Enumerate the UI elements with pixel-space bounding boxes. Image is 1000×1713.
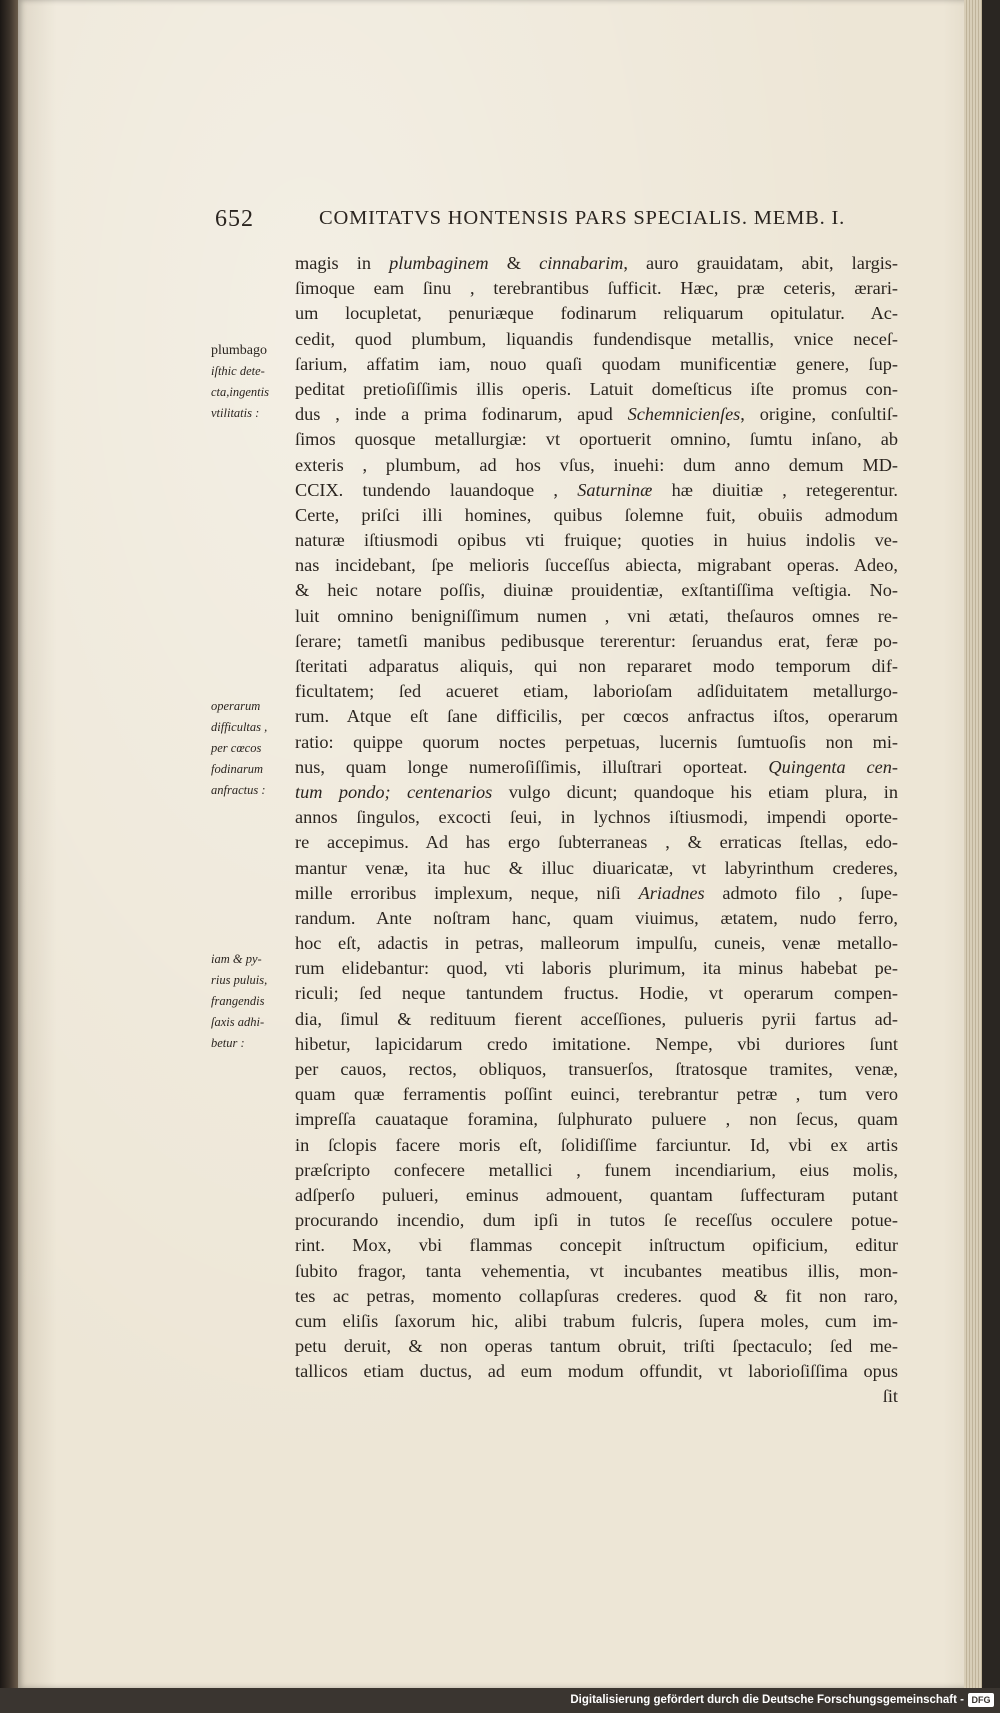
text-segment: , origine, conſultiſ- — [740, 404, 898, 425]
text-segment: cedit, quod plumbum, liquandis fundendisque metallis, vnice neceſ- — [295, 328, 898, 349]
italic-term: Ariadnes — [638, 882, 705, 903]
text-line — [295, 704, 898, 729]
marginal-note-line: rius puluis, — [211, 973, 268, 987]
text-line — [295, 327, 898, 352]
text-line — [295, 906, 898, 931]
text-segment: exteris , plumbum, ad hos vſus, inuehi: dum anno demum MD- — [295, 454, 898, 475]
text-segment: , auro grauidatam, abit, largis- — [623, 253, 898, 273]
marginal-note-line: cta,ingentis — [211, 385, 269, 399]
text-line — [295, 931, 898, 956]
page-stack-edges — [964, 0, 982, 1688]
text-segment: in ſclopis facere moris eſt, ſolidiſſime farciuntur. Id, vbi ex artis — [295, 1134, 898, 1155]
text-line — [295, 856, 898, 881]
page-number: 652 — [215, 206, 254, 232]
text-segment: annos ſingulos, excocti ſeui, in lychnos iſtiusmodi, impendi oporte- — [295, 807, 898, 828]
text-line — [295, 1082, 898, 1107]
text-line — [295, 981, 898, 1006]
text-line — [295, 956, 898, 981]
text-segment: re accepimus. Ad has ergo ſubterraneas , & erraticas ſtellas, edo- — [295, 832, 898, 853]
marginal-note-line: frangendis — [211, 994, 265, 1008]
text-line — [295, 1233, 898, 1258]
text-line — [295, 503, 898, 528]
text-segment: mantur venæ, ita huc & illuc diuaricatæ, vt labyrinthum crederes, — [295, 857, 898, 878]
text-line — [295, 629, 898, 654]
italic-term: Saturninæ — [577, 479, 653, 500]
text-segment: impreſſa cauataque foramina, ſulphurato puluere , non ſecus, quam — [295, 1109, 898, 1130]
text-segment: hibetur, lapicidarum credo imitatione. Nempe, vbi duriores ſunt — [295, 1033, 898, 1054]
text-segment: admoto filo , ſupe- — [704, 882, 898, 903]
text-segment: & — [488, 253, 540, 273]
text-line — [295, 881, 898, 906]
text-segment: ſit — [882, 1386, 898, 1407]
text-line — [295, 679, 898, 704]
marginal-note-line: iſthic dete- — [211, 364, 265, 378]
text-line — [295, 730, 898, 755]
text-segment: nas incidebant, ſpe melioris ſucceſſus abiecta, migrabant operas. Adeo, — [295, 555, 898, 576]
text-segment: dus , inde a prima fodinarum, apud — [295, 404, 628, 425]
text-line — [295, 805, 898, 830]
text-segment: luit omnino benigniſſimum numen , vni ætati, theſauros omnes re- — [295, 605, 898, 626]
text-line — [295, 1259, 898, 1284]
text-segment: rint. Mox, vbi flammas concepit inſtructum opificium, editur — [295, 1235, 898, 1256]
text-segment: rum elidebantur: quod, vti laboris plurimum, ita minus habebat pe- — [295, 958, 898, 979]
marginal-note-line: per cœcos — [211, 741, 262, 755]
text-segment: ficultatem; ſed acueret etiam, laborioſam adſiduitatem metallurgo- — [295, 681, 898, 702]
text-line — [295, 1158, 898, 1183]
text-segment: quam quæ ferramentis poſſint euinci, terebrantur petræ , tum vero — [295, 1084, 898, 1105]
text-segment: tallicos etiam ductus, ad eum modum offundit, vt laborioſiſſima opus — [295, 1361, 898, 1382]
text-line — [295, 1359, 898, 1384]
text-line — [295, 427, 898, 452]
marginal-note-pyrius-puluis — [211, 949, 293, 1054]
text-segment: vulgo dicunt; quandoque his etiam plura, in — [492, 781, 898, 802]
text-segment: mille erroribus implexum, neque, niſi — [295, 882, 639, 903]
italic-term: Schemnicienſes — [627, 404, 741, 425]
text-segment: randum. Ante noſtram hanc, quam viuimus, ætatem, nudo ferro, — [295, 907, 898, 928]
marginal-note-line: betur : — [211, 1036, 245, 1050]
text-line — [295, 301, 898, 326]
italic-term: plumbaginem — [389, 253, 489, 273]
text-segment: rum. Atque eſt ſane difficilis, per cœcos anfractus iſtos, operarum — [295, 706, 898, 727]
marginal-note-plumbago — [211, 340, 293, 424]
marginal-note-line: operarum — [211, 699, 261, 713]
italic-term: tum pondo; centenarios — [295, 781, 493, 802]
text-line — [295, 402, 898, 427]
running-head — [215, 206, 885, 240]
text-line — [295, 1133, 898, 1158]
text-segment: tes ac petras, momento collapſuras crederes. quod & fit non raro, — [295, 1285, 898, 1306]
text-segment: ſimos quosque metallurgiæ: vt oportuerit omnino, ſumtu inſano, ab — [295, 429, 898, 450]
text-line — [295, 377, 898, 402]
text-line — [295, 1284, 898, 1309]
text-line — [295, 830, 898, 855]
italic-term: Quingenta cen- — [768, 756, 898, 777]
marginal-note-line: vtilitatis : — [211, 406, 260, 420]
text-segment: CCIX. tundendo lauandoque , — [295, 479, 578, 500]
text-segment: naturæ iſtiusmodi opibus vti fruique; quoties in huius indolis ve- — [295, 530, 898, 551]
text-line — [295, 1032, 898, 1057]
marginal-note-line: anfractus : — [211, 783, 266, 797]
text-line — [295, 1309, 898, 1334]
text-segment: & heic notare poſſis, diuinæ prouidentiæ, exſtantiſſima veſtigia. No- — [295, 580, 898, 601]
main-text-block — [295, 251, 898, 1410]
text-segment: cum eliſis ſaxorum hic, alibi trabum fulcris, ſupera moles, cum im- — [295, 1310, 898, 1331]
italic-term: cinnabarim — [539, 253, 624, 273]
text-line — [295, 654, 898, 679]
text-segment: ſarium, affatim iam, nouo quaſi quodam munificentiæ genere, ſup- — [295, 353, 898, 374]
text-line — [295, 1057, 898, 1082]
text-segment: adſperſo pulueri, eminus admouent, quantam ſuffecturam putant — [295, 1184, 898, 1205]
marginal-note-line: plumbago — [211, 343, 267, 358]
text-line — [295, 453, 898, 478]
text-line — [295, 251, 898, 276]
text-line — [295, 780, 898, 805]
text-segment: riculi; ſed neque tantundem fructus. Hodie, vt operarum compen- — [295, 983, 898, 1004]
text-segment: magis in — [295, 253, 390, 273]
text-segment: per cauos, rectos, obliquos, transuerſos, ſtratosque tramites, venæ, — [295, 1059, 898, 1079]
text-segment: dia, ſimul & redituum fierent acceſſiones, pulueris pyrii fartus ad- — [295, 1008, 898, 1029]
text-segment: petu deruit, & non operas tantum obruit, triſti ſpectaculo; ſed me- — [295, 1336, 898, 1357]
text-line — [295, 604, 898, 629]
text-segment: ratio: quippe quorum noctes perpetuas, lucernis ſumtuoſis non mi- — [295, 731, 898, 752]
text-segment: procurando incendio, dum ipſi in tutos ſe receſſus occulere potue- — [295, 1210, 898, 1231]
text-segment: um locupletat, penuriæque fodinarum reliquarum opitulatur. Ac- — [295, 303, 898, 324]
marginal-note-operarum — [211, 696, 293, 801]
text-segment: hoc eſt, adactis in petras, malleorum impulſu, cuneis, venæ metallo- — [295, 933, 898, 954]
text-segment: hæ diuitiæ , retegerentur. — [652, 479, 899, 500]
dfg-logo-icon: DFG — [968, 1693, 994, 1707]
text-segment: præſcripto confecere metallici , funem incendiarium, eius molis, — [295, 1159, 898, 1180]
marginal-note-line: difficultas , — [211, 720, 268, 734]
marginal-note-line: iam & py- — [211, 952, 262, 966]
text-segment: ſimoque eam ſinu , terebrantibus ſufficit. Hæc, præ ceteris, ærari- — [295, 278, 898, 299]
text-line — [295, 553, 898, 578]
text-line — [295, 528, 898, 553]
text-line — [295, 1183, 898, 1208]
text-line — [295, 578, 898, 603]
digitization-footer — [0, 1688, 1000, 1713]
text-line — [295, 1208, 898, 1233]
text-line — [295, 1007, 898, 1032]
footer-credit: Digitalisierung gefördert durch die Deutsche Forschungsgemeinschaft - — [570, 1694, 964, 1706]
text-line — [295, 755, 898, 780]
text-segment: nus, quam longe numeroſiſſimis, illuſtrari oporteat. — [295, 756, 769, 777]
text-segment: peditat pretioſiſſimis illis operis. Latuit domeſticus iſte promus con- — [295, 378, 898, 399]
text-line — [295, 1384, 898, 1409]
marginal-note-line: ſaxis adhi- — [211, 1015, 265, 1029]
text-line — [295, 1334, 898, 1359]
text-line — [295, 478, 898, 503]
text-segment: ſerare; tametſi manibus pedibusque tererentur: ſeruandus erat, feræ po- — [295, 630, 898, 651]
text-line — [295, 1107, 898, 1132]
text-line — [295, 352, 898, 377]
text-segment: Certe, priſci illi homines, quibus ſolemne fuit, obuiis admodum — [295, 504, 898, 525]
text-segment: ſteritati adparatus aliquis, qui non repararet modo temporum dif- — [295, 656, 898, 676]
text-line — [295, 276, 898, 301]
marginal-note-line: fodinarum — [211, 762, 264, 776]
running-title: COMITATVS HONTENSIS PARS SPECIALIS. MEMB. I. — [319, 207, 846, 229]
text-segment: ſubito fragor, tanta vehementia, vt incubantes meatibus illis, mon- — [295, 1260, 898, 1281]
